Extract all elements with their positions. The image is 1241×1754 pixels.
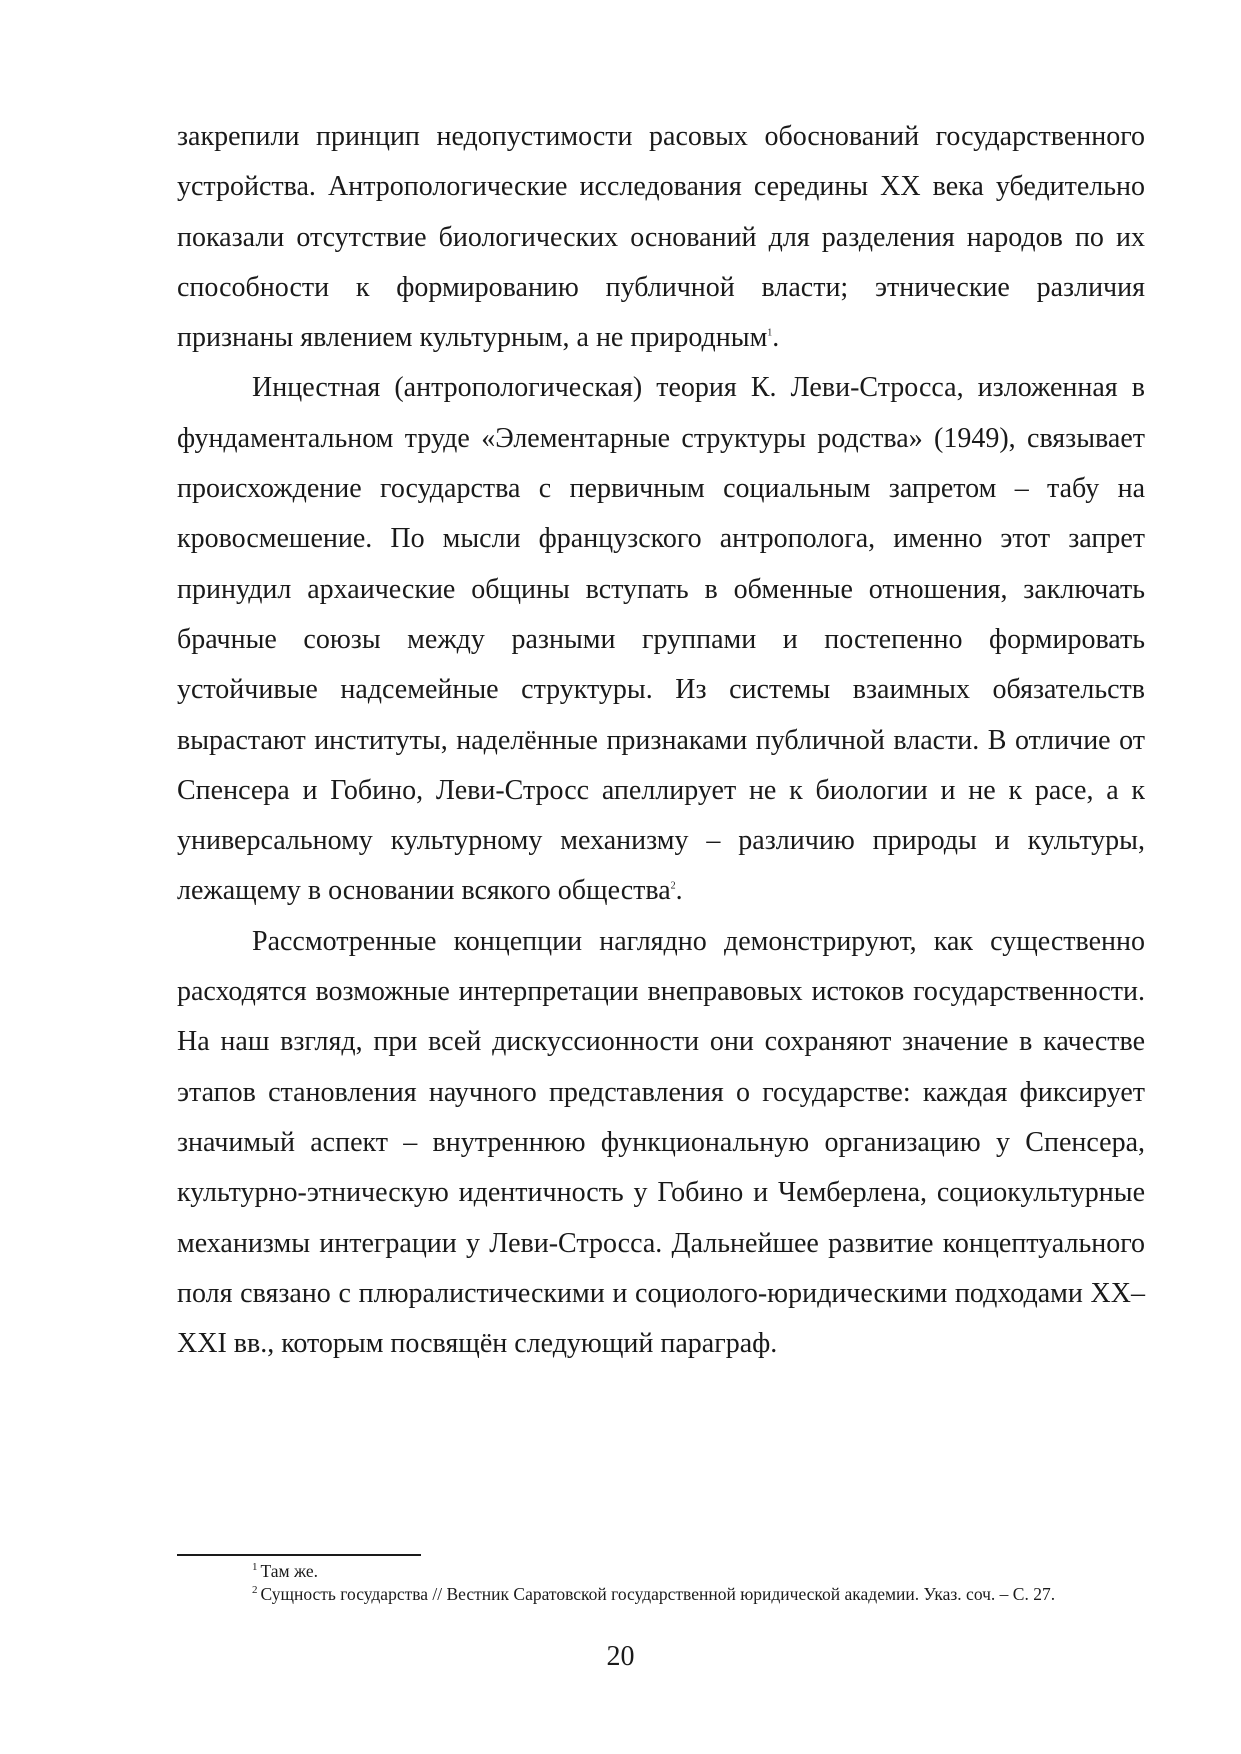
paragraph-2-text: Инцестная (антропологическая) теория К. Леви-Стросса, изложенная в фундаментальном труде «Элементарные структуры родства» (1949), связывает происхождение государства с первичным социальным запретом – табу на кровосмешение. По мысли французского антрополога, именно этот запрет принудил архаические общины вступать в обменные отношения, заключать брачные союзы между разными группами и постепенно формировать устойчивые надсемейные структуры. Из системы взаимных обязательств вырастают институты, наделённые признаками публичной власти. В отличие от Спенсера и Гобино, Леви-Стросс апеллирует не к биологии и не к расе, а к универсальному культурному механизму – различию природы и культуры, лежащему в основании всякого общества xyxy=(177,372,1145,907)
paragraph-3-text: Рассмотренные концепции наглядно демонстрируют, как существенно расходятся возможные интерпретации внеправовых истоков государственности. На наш взгляд, при всей дискуссионности они сохраняют значение в качестве этапов становления научного представления о государстве: каждая фиксирует значимый аспект – внутреннюю функциональную организацию у Спенсера, культурно-этническую идентичность у Гобино и Чемберлена, социокультурные механизмы интеграции у Леви-Стросса. Дальнейшее развитие концептуального поля связано с плюралистическими и социолого-юридическими подходами XX–XXI вв., которым посвящён следующий параграф. xyxy=(177,925,1145,1360)
footnote-ref-2[interactable]: 2 xyxy=(670,881,676,893)
footnote-text-1: Там же. xyxy=(260,1561,318,1581)
paragraph-2 xyxy=(177,363,1145,916)
footnote-text-2: Сущность государства // Вестник Саратовской государственной юридической академии. Указ. соч. – С. 27. xyxy=(260,1584,1056,1604)
footnote-2 xyxy=(177,1583,1145,1606)
paragraph-2-tail: . xyxy=(675,875,683,907)
footnote-separator xyxy=(177,1554,421,1556)
body-text xyxy=(177,112,1145,1369)
footnote-1 xyxy=(177,1560,1145,1583)
footnote-mark-2: 2 xyxy=(252,1584,258,1597)
page-number: 20 xyxy=(606,1641,635,1672)
paragraph-3 xyxy=(177,917,1145,1370)
footnote-mark-1: 1 xyxy=(252,1561,258,1574)
paragraph-1-text: закрепили принцип недопустимости расовых обоснований государственного устройства. Антропологические исследования середины XX века убедительно показали отсутствие биологических оснований для разделения народов по их способности к формированию публичной власти; этнические различия признаны явлением культурным, а не природным xyxy=(177,121,1145,354)
footnotes xyxy=(177,1560,1145,1606)
paragraph-1-tail: . xyxy=(772,322,780,354)
paragraph-1 xyxy=(177,112,1145,363)
footnote-ref-1[interactable]: 1 xyxy=(767,327,773,339)
